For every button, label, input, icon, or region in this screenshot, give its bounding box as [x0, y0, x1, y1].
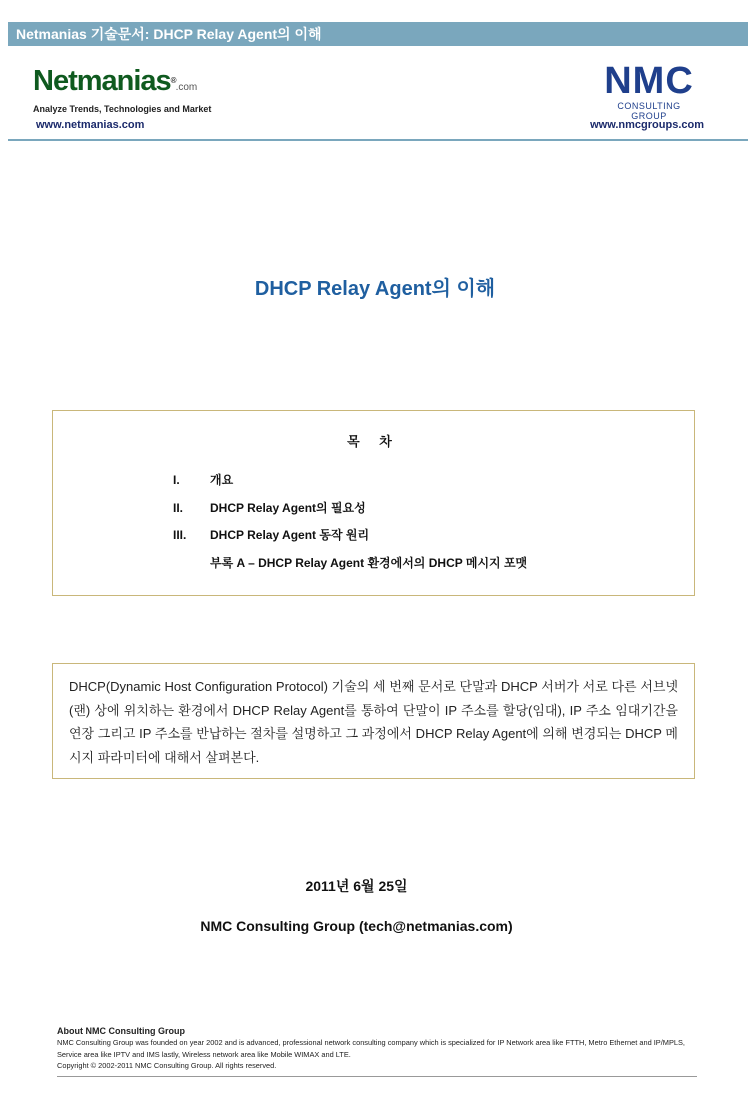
- toc-item: [173, 471, 233, 488]
- toc-item-number: II.: [173, 501, 184, 515]
- registered-mark: ®: [170, 76, 176, 85]
- footer-divider: [57, 1076, 697, 1077]
- netmanias-logo[interactable]: [33, 66, 211, 114]
- table-of-contents: [52, 410, 695, 596]
- nmc-logo-subtitle: CONSULTING GROUP: [617, 101, 681, 121]
- header-bar-text: Netmanias 기술문서: DHCP Relay Agent의 이해: [16, 26, 322, 42]
- summary-text: DHCP(Dynamic Host Configuration Protocol) 기술의 세 번째 문서로 단말과 DHCP 서버가 서로 다른 서브넷(랜) 상에 위치하는 환경에서 DHCP Relay Agent를 통하여 단말이 IP 주소를 할당(임대), IP 주소 임대기간을 연장 그리고 IP 주소를 반납하는 절차를 설명하고 그 과정에서 DHCP Relay Agent에 의해 변경되는 DHCP 메시지 파라미터에 대해서 살펴본다.: [69, 679, 678, 765]
- nmc-logo[interactable]: [603, 62, 695, 121]
- netmanias-tagline: Analyze Trends, Technologies and Market: [33, 104, 212, 114]
- toc-heading: 목 차: [347, 434, 400, 449]
- summary-box: [52, 663, 695, 779]
- header-divider: [8, 139, 748, 141]
- header-bar: [8, 22, 748, 46]
- about-section: [57, 1025, 697, 1072]
- about-title: About NMC Consulting Group: [57, 1026, 185, 1036]
- toc-item-number: I.: [173, 473, 180, 487]
- about-body: NMC Consulting Group was founded on year 2002 and is advanced, professional network consulting company which is specialized for IP Network area like FTTH, Metro Ethernet and IP/MPLS, Service area like IPTV and IMS lastly, Wireless network area like Mobile WIMAX and LTE.: [57, 1038, 685, 1059]
- toc-item-label: 개요: [210, 473, 234, 487]
- toc-item: [173, 499, 366, 516]
- toc-item: [173, 526, 369, 543]
- toc-item-label: 부록 A – DHCP Relay Agent 환경에서의 DHCP 메시지 포맷: [210, 556, 528, 570]
- nmc-logo-word: NMC: [604, 60, 694, 102]
- publication-date: 2011년 6월 25일: [305, 878, 408, 894]
- copyright-text: Copyright © 2002-2011 NMC Consulting Group. All rights reserved.: [57, 1061, 277, 1070]
- netmanias-logo-word: Netmanias: [33, 65, 171, 97]
- document-title: DHCP Relay Agent의 이해: [254, 278, 496, 300]
- nmcgroups-url-link[interactable]: www.nmcgroups.com: [590, 119, 704, 131]
- netmanias-logo-suffix: .com: [175, 82, 198, 93]
- toc-item-number: III.: [173, 528, 187, 542]
- author-organization: NMC Consulting Group (tech@netmanias.com): [200, 918, 513, 934]
- toc-item-label: DHCP Relay Agent 동작 원리: [210, 528, 370, 542]
- toc-item: [173, 554, 527, 571]
- netmanias-url-link[interactable]: www.netmanias.com: [36, 119, 145, 131]
- toc-item-label: DHCP Relay Agent의 필요성: [210, 501, 366, 515]
